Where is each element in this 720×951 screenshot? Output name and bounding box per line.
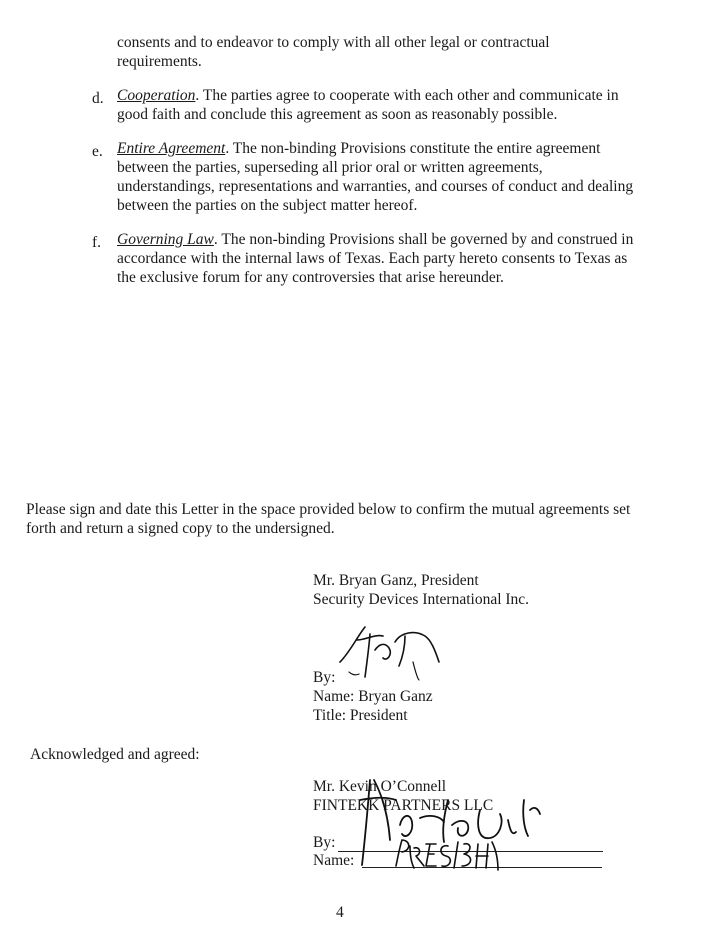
- signer2-company: FINTEKK PARTNERS LLC: [313, 797, 494, 814]
- acknowledged-label: Acknowledged and agreed:: [30, 746, 200, 763]
- signer2-by-label: By:: [313, 834, 336, 851]
- signer1-signature: [335, 622, 445, 682]
- item-heading-cooperation: Cooperation: [117, 87, 196, 104]
- signer2-name-line: Mr. Kevin O’Connell: [313, 778, 447, 795]
- item-letter-d: d.: [92, 90, 104, 107]
- closing-paragraph: Please sign and date this Letter in the space provided below to confirm the mutual agreements set forth and return a signed copy to the undersigned.: [26, 501, 631, 537]
- signer2-handwritten-title: [392, 836, 502, 872]
- paragraph-continuation: consents and to endeavor to comply with all other legal or contractual requirements.: [117, 34, 550, 70]
- page-number: 4: [336, 904, 344, 921]
- item-letter-e: e.: [92, 143, 103, 160]
- item-entire-agreement: [117, 139, 637, 215]
- signer1-title-field: Title: President: [313, 707, 408, 724]
- item-text-cooperation: . The parties agree to cooperate with each other and communicate in good faith and conclude this agreement as soon as reasonably possible.: [117, 87, 619, 123]
- item-text-entire-agreement: . The non-binding Provisions constitute the entire agreement between the parties, superseding all prior oral or written agreements, understandings, representations and warranties, and courses of conduct and dealing between the parties on the subject matter hereof.: [117, 140, 634, 214]
- item-heading-entire-agreement: Entire Agreement: [117, 140, 226, 157]
- item-text-governing-law: . The non-binding Provisions shall be governed by and construed in accordance with the internal laws of Texas. Each party hereto consents to Texas as the exclusive forum for any controversies that arise hereunder.: [117, 231, 634, 286]
- signer2-name-label: Name:: [313, 852, 355, 869]
- item-letter-f: f.: [92, 234, 102, 251]
- signer1-company: Security Devices International Inc.: [313, 591, 530, 608]
- item-heading-governing-law: Governing Law: [117, 231, 214, 248]
- item-cooperation: [117, 86, 637, 124]
- signer1-by-label: By:: [313, 669, 336, 686]
- item-governing-law: [117, 230, 637, 287]
- signer1-name-field: Name: Bryan Ganz: [313, 688, 433, 705]
- signer1-name-line: Mr. Bryan Ganz, President: [313, 572, 479, 589]
